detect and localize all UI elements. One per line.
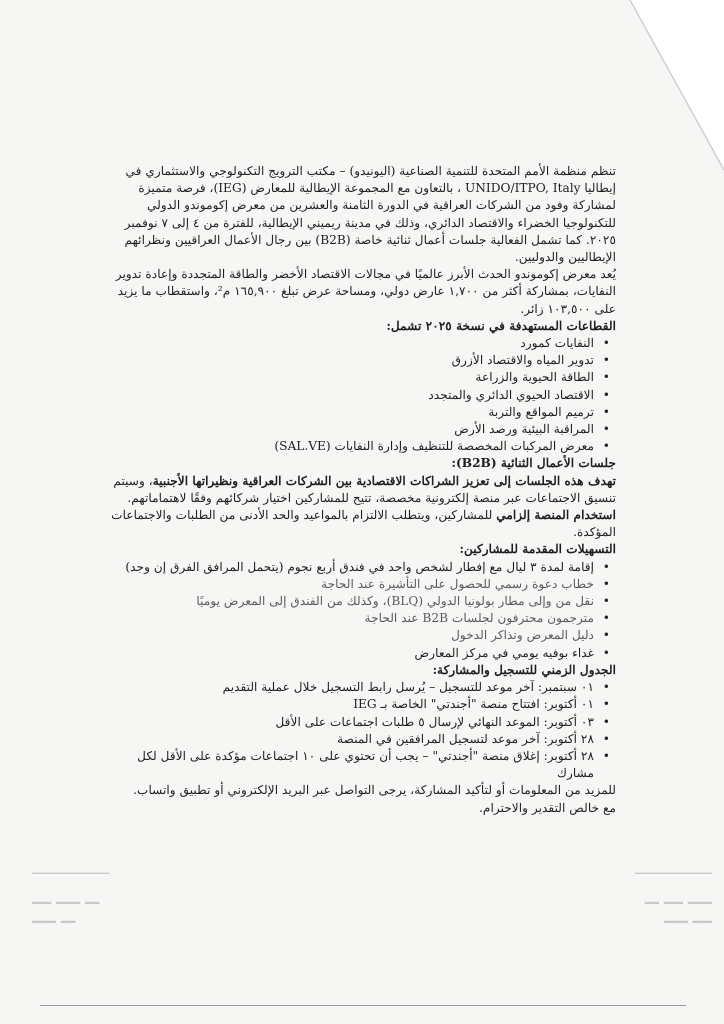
list-item: • النفايات كمورد bbox=[104, 335, 594, 352]
letter-body bbox=[104, 163, 616, 817]
facilities-heading: التسهيلات المقدمة للمشاركين: bbox=[459, 542, 616, 557]
b2b-heading: جلسات الأعمال الثنائية (B2B): bbox=[451, 456, 616, 471]
b2b-tail: للمشاركين، ويتطلب الالتزام بالمواعيد والحد الأدنى من الطلبات والاجتماعات المؤكدة. bbox=[111, 508, 616, 540]
b2b-paragraph bbox=[104, 473, 616, 542]
intro-paragraph: تنظم منظمة الأمم المتحدة للتنمية الصناعية (اليونيدو) – مكتب الترويج التكنولوجي والاستثماري في إيطاليا UNIDO/ITPO, Italy ، بالتعاون مع المجموعة الإيطالية للمعارض (IEG)، فرصة متميزة لمشاركة وفود من الشركات العراقية في الدورة الثامنة والعشرين من معرض إكوموندو الدولي للتكنولوجيا الخضراء والاقتصاد الدائري، وذلك في مدينة ريميني الإيطالية، للفترة من ٤ إلى ٧ نوفمبر ٢٠٢٥. كما تشمل الفعالية جلسات أعمال ثنائية خاصة (B2B) بين رجال الأعمال العراقيين ونظرائهم الإيطاليين والدوليين. bbox=[124, 164, 616, 265]
list-item: • ٠١ سبتمبر: آخر موعد للتسجيل – يُرسل رابط التسجيل خلال عملية التقديم bbox=[104, 679, 594, 696]
list-item: • ٢٨ أكتوبر: آخر موعد لتسجيل المرافقين في المنصة bbox=[104, 731, 594, 748]
list-item: • الطاقة الحيوية والزراعة bbox=[104, 369, 594, 386]
list-item: • ٠٣ أكتوبر: الموعد النهائي لإرسال ٥ طلبات اجتماعات على الأقل bbox=[104, 714, 594, 731]
list-item: • خطاب دعوة رسمي للحصول على التأشيرة عند الحاجة bbox=[104, 576, 594, 593]
b2b-rest: ، وسيتم تنسيق الاجتماعات عبر منصة إلكترونية مخصصة، تتيح للمشاركين اختيار شركائهم وفقًا لاهتماماتهم. bbox=[113, 473, 616, 505]
facilities-list bbox=[104, 559, 616, 662]
list-item: • مترجمون محترفون لجلسات B2B عند الحاجة bbox=[104, 610, 594, 627]
contact-paragraph: للمزيد من المعلومات أو لتأكيد المشاركة، يرجى التواصل عبر البريد الإلكتروني أو تطبيق واتساب. bbox=[133, 783, 616, 798]
list-item: • ترميم المواقع والتربة bbox=[104, 404, 594, 421]
b2b-mandatory: استخدام المنصة إلزامي bbox=[496, 508, 616, 523]
list-item: • نقل من وإلى مطار بولونيا الدولي (BLQ)، وكذلك من الفندق إلى المعرض يوميًا bbox=[104, 593, 594, 610]
fair-description: يُعد معرض إكوموندو الحدث الأبرز عالميًا في مجالات الاقتصاد الأخضر والطاقة المتجددة وإعادة تدوير النفايات، بمشاركة أكثر من ١,٧٠٠ عارض دولي، ومساحة عرض تبلغ ١٦٥,٩٠٠ م²، واستقطاب ما يزيد على ١٠٣,٥٠٠ زائر. bbox=[115, 267, 616, 316]
sectors-heading: القطاعات المستهدفة في نسخة ٢٠٢٥ تشمل: bbox=[386, 318, 616, 333]
b2b-lead: تهدف هذه الجلسات إلى تعزيز الشراكات الاقتصادية بين الشركات العراقية ونظيراتها الأجنبية bbox=[152, 473, 616, 488]
list-item: • غداء بوفيه يومي في مركز المعارض bbox=[104, 645, 594, 662]
sectors-list bbox=[104, 335, 616, 455]
list-item: • ٢٨ أكتوبر: إغلاق منصة "أجندتي" – يجب أن تحتوي على ١٠ اجتماعات مؤكدة على الأقل لكل مشارك bbox=[104, 748, 594, 782]
list-item: • معرض المركبات المخصصة للتنظيف وإدارة النفايات (SAL.VE) bbox=[104, 438, 594, 455]
list-item: • المراقبة البيئية ورصد الأرض bbox=[104, 421, 594, 438]
list-item: • الاقتصاد الحيوي الدائري والمتجدد bbox=[104, 387, 594, 404]
list-item: • ٠١ أكتوبر: افتتاح منصة "أجندتي" الخاصة بـ IEG bbox=[104, 696, 594, 713]
list-item: • إقامة لمدة ٣ ليال مع إفطار لشخص واحد في فندق أربع نجوم (يتحمل المرافق الفرق إن وجد) bbox=[104, 559, 594, 576]
show-through-letterhead: ━━━━━━━━━━━━━━━━ ━━━━━━━━━━━━━━━━ ▬▬▬▬ ▬▬▬▬▬ ▬▬▬ ▬▬▬ ▬▬▬▬ ▬▬▬▬▬ ▬▬▬▬▬ ▬▬▬ ▬▬▬▬▬ ▬▬▬▬ bbox=[32, 869, 712, 926]
footer-divider bbox=[40, 1005, 686, 1006]
list-item: • تدوير المياه والاقتصاد الأزرق bbox=[104, 352, 594, 369]
list-item: • دليل المعرض وتذاكر الدخول bbox=[104, 627, 594, 644]
closing-line: مع خالص التقدير والاحترام. bbox=[479, 800, 616, 815]
schedule-heading: الجدول الزمني للتسجيل والمشاركة: bbox=[432, 662, 616, 677]
schedule-list bbox=[104, 679, 616, 782]
